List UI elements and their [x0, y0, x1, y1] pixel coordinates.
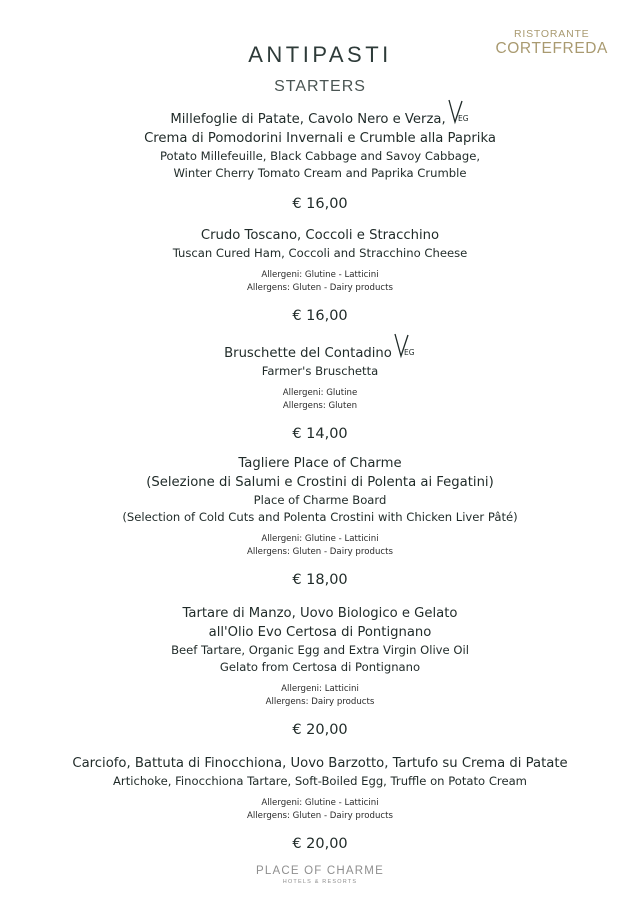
item-italian-line: Crudo Toscano, Coccoli e Stracchino	[200, 228, 440, 243]
page-title: ANTIPASTI	[248, 42, 392, 67]
item-english-line: Place of Charme Board	[253, 493, 387, 507]
item-english-line: Potato Millefeuille, Black Cabbage and Savoy Cabbage,	[159, 149, 481, 163]
item-price: € 20,00	[292, 836, 348, 852]
allergens-italian: Allergeni: Glutine - Latticini	[261, 270, 379, 280]
allergens-english: Allergens: Dairy products	[265, 696, 375, 707]
item-italian-line: Tartare di Manzo, Uovo Biologico e Gelato	[182, 606, 458, 621]
svg-text:EG: EG	[457, 114, 469, 123]
menu-item	[0, 105, 640, 214]
item-price: € 18,00	[292, 572, 348, 588]
logo-name-text: CORTEFREDA	[495, 40, 608, 57]
allergens-italian: Allergeni: Latticini	[281, 684, 359, 694]
item-english-line: Farmer's Bruschetta	[261, 364, 379, 378]
allergens-english: Allergens: Gluten - Dairy products	[247, 546, 393, 557]
allergens	[0, 269, 640, 294]
item-english-line: Winter Cherry Tomato Cream and Paprika Crumble	[173, 166, 467, 180]
footer-logo	[0, 864, 640, 886]
menu-item	[0, 454, 640, 590]
footer-logo-tagline: HOTELS & RESORTS	[282, 879, 358, 885]
allergens-english: Allergens: Gluten - Dairy products	[247, 810, 393, 821]
item-italian-line: all'Olio Evo Certosa di Pontignano	[208, 625, 432, 640]
allergens-italian: Allergeni: Glutine	[282, 388, 358, 398]
item-italian-line: Carciofo, Battuta di Finocchiona, Uovo Barzotto, Tartufo su Crema di Patate	[72, 756, 568, 771]
page-subtitle: STARTERS	[274, 78, 366, 95]
footer-logo-name: PLACE OF CHARME	[256, 865, 384, 877]
item-english-line: Gelato from Certosa di Pontignano	[219, 660, 421, 674]
item-italian-line: Bruschette del Contadino EG	[0, 339, 640, 363]
svg-text:EG: EG	[403, 348, 415, 357]
item-english-line: Artichoke, Finocchiona Tartare, Soft-Boiled Egg, Truffle on Potato Cream	[113, 774, 527, 788]
item-english-line: Beef Tartare, Organic Egg and Extra Virgin Olive Oil	[171, 643, 469, 657]
allergens	[0, 387, 640, 412]
item-price: € 20,00	[292, 722, 348, 738]
allergens-italian: Allergeni: Glutine - Latticini	[261, 534, 379, 544]
menu-item	[0, 754, 640, 854]
item-price: € 16,00	[292, 196, 348, 212]
item-price: € 14,00	[292, 426, 348, 442]
allergens	[0, 797, 640, 822]
item-italian-line: Crema di Pomodorini Invernali e Crumble alla Paprika	[144, 131, 496, 146]
item-english-line: Tuscan Cured Ham, Coccoli and Stracchino Cheese	[172, 246, 468, 260]
item-italian-line: (Selezione di Salumi e Crostini di Polenta ai Fegatini)	[146, 475, 494, 490]
item-price: € 16,00	[292, 308, 348, 324]
allergens	[0, 683, 640, 708]
menu-item	[0, 339, 640, 444]
item-italian-line: Tagliere Place of Charme	[238, 456, 402, 471]
menu-item	[0, 604, 640, 740]
allergens	[0, 533, 640, 558]
logo-ristorante-text: RISTORANTE	[514, 28, 590, 40]
item-english-line: (Selection of Cold Cuts and Polenta Crostini with Chicken Liver Pâté)	[122, 510, 518, 524]
veg-icon	[448, 105, 470, 125]
menu-item	[0, 226, 640, 326]
allergens-italian: Allergeni: Glutine - Latticini	[261, 798, 379, 808]
allergens-english: Allergens: Gluten	[282, 400, 358, 411]
item-italian-line: Millefoglie di Patate, Cavolo Nero e Verza, EG	[0, 105, 640, 129]
allergens-english: Allergens: Gluten - Dairy products	[247, 282, 393, 293]
veg-icon	[394, 339, 416, 359]
